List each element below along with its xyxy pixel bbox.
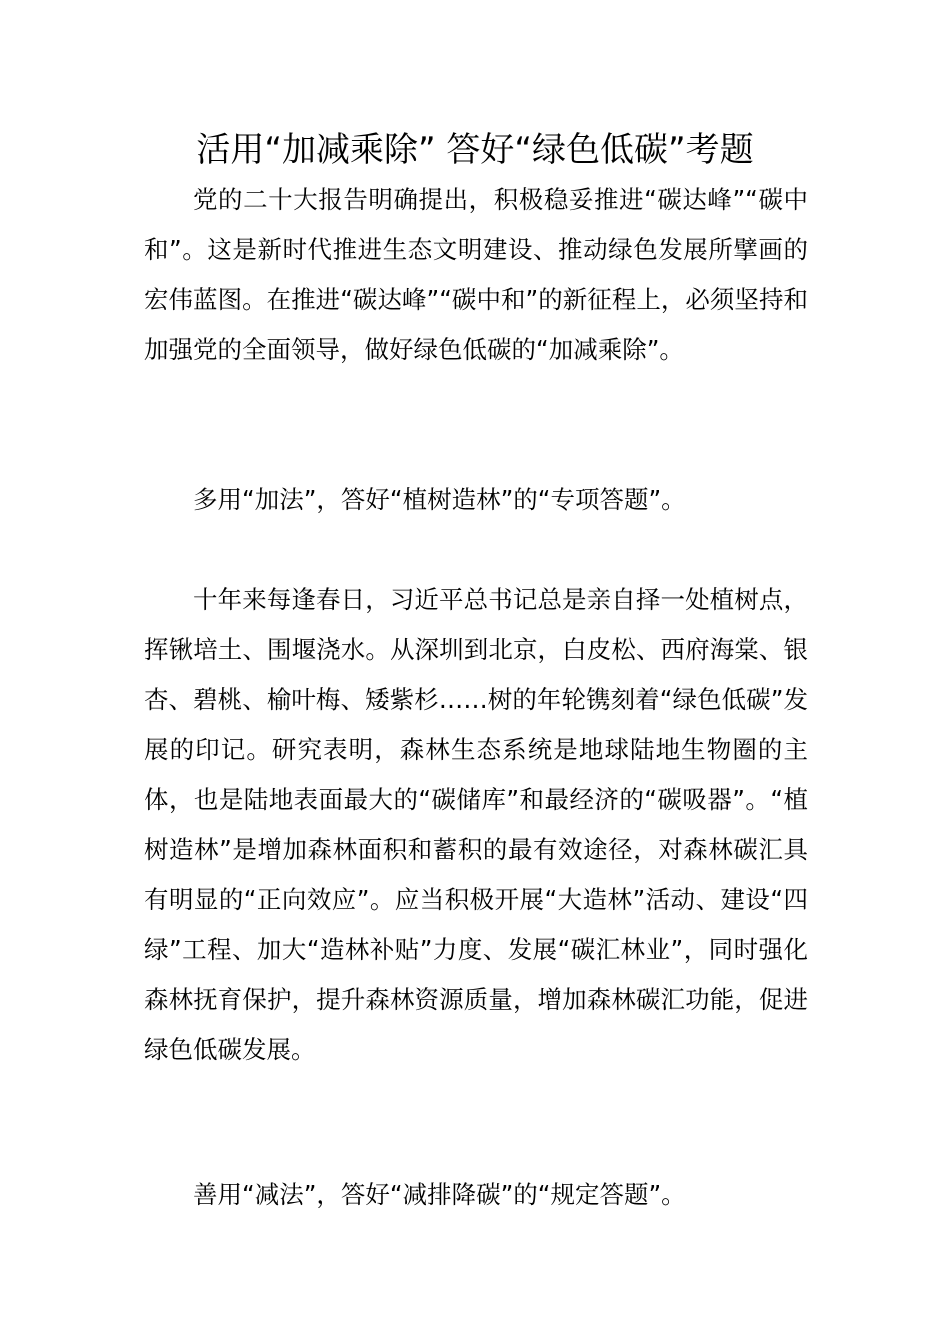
paragraph-section-addition: 多用“加法”，答好“植树造林”的“专项答题”。 bbox=[193, 485, 686, 514]
document-title: 活用“加减乘除” 答好“绿色低碳”考题 bbox=[196, 130, 754, 170]
paragraph-intro: 党的二十大报告明确提出，积极稳妥推进“碳达峰”“碳中和”。这是新时代推进生态文明建设、推动绿色发展所擘画的宏伟蓝图。在推进“碳达峰”“碳中和”的新征程上，必须坚持和加强党的全面领导，做好绿色低碳的“加减乘除”。 bbox=[144, 185, 808, 364]
paragraph-tree-planting: 十年来每逢春日，习近平总书记总是亲自择一处植树点，挥锹培土、围堰浇水。从深圳到北京，白皮松、西府海棠、银杏、碧桃、榆叶梅、矮紫杉……树的年轮镌刻着“绿色低碳”发展的印记。研究表明，森林生态系统是地球陆地生物圈的主体，也是陆地表面最大的“碳储库”和最经济的“碳吸器”。“植树造林”是增加森林面积和蓄积的最有效途径，对森林碳汇具有明显的“正向效应”。应当积极开展“大造林”活动、建设“四绿”工程、加大“造林补贴”力度、发展“碳汇林业”，同时强化森林抚育保护，提升森林资源质量，增加森林碳汇功能，促进绿色低碳发展。 bbox=[144, 585, 808, 1064]
paragraph-section-subtraction: 善用“减法”，答好“减排降碳”的“规定答题”。 bbox=[193, 1180, 686, 1209]
